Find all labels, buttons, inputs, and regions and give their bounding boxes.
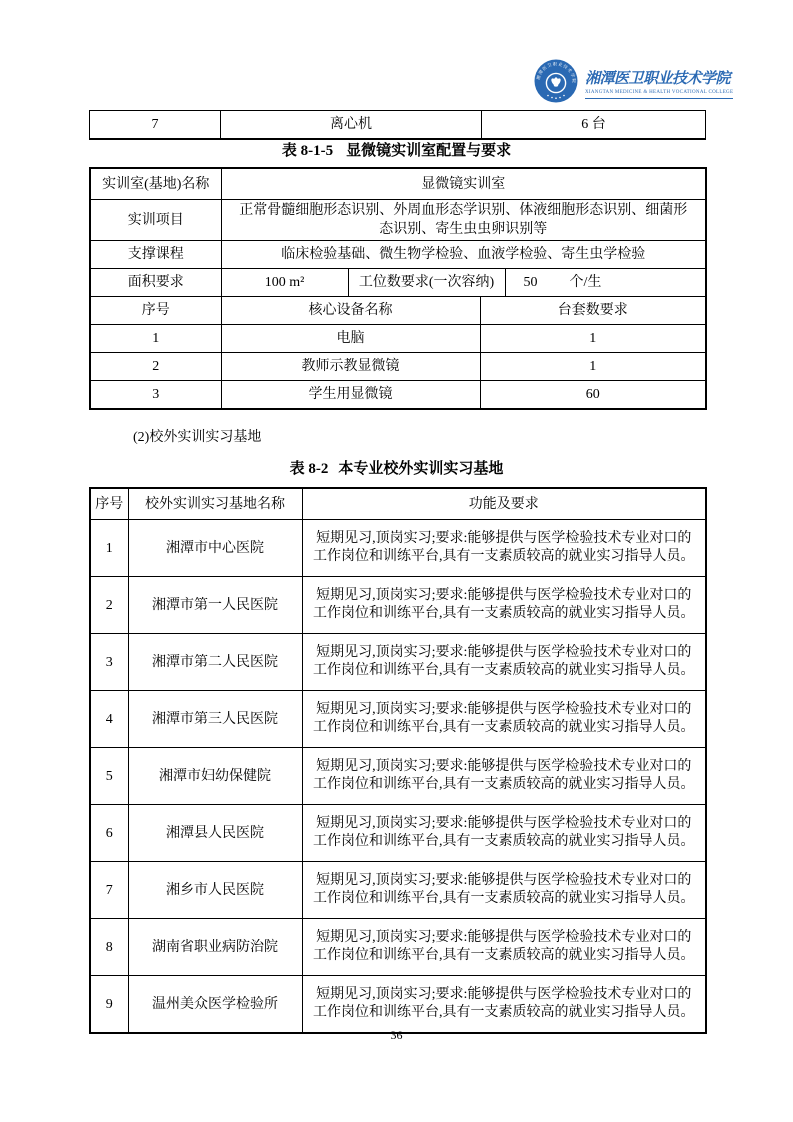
capacity-label-cell: 工位数要求(一次容纳) <box>348 269 505 297</box>
carryover-no-cell: 7 <box>90 111 221 140</box>
course-label-cell: 支撑课程 <box>90 241 221 269</box>
area-label-cell: 面积要求 <box>90 269 221 297</box>
base-desc-cell: 短期见习,顶岗实习;要求:能够提供与医学检验技术专业对口的工作岗位和训练平台,具有一支素质较高的就业实习指导人员。 <box>302 691 706 748</box>
table2-caption-label: 表 8-2 <box>289 461 329 477</box>
school-name-en: XIANGTAN MEDICINE & HEALTH VOCATIONAL COLLEGE <box>585 89 733 99</box>
microscope-lab-table <box>89 167 707 410</box>
eq-no-cell: 3 <box>90 381 221 410</box>
capacity-unit: 个/生 <box>569 275 602 290</box>
base-no-cell: 7 <box>90 862 128 919</box>
base-name-cell: 湘潭县人民医院 <box>128 805 302 862</box>
room-label-cell: 实训室(基地)名称 <box>90 168 221 200</box>
base-row <box>90 805 706 862</box>
base-row <box>90 862 706 919</box>
eq-header-qty: 台套数要求 <box>480 297 706 325</box>
project-value-cell: 正常骨髓细胞形态识别、外周血形态学识别、体液细胞形态识别、细菌形态识别、寄生虫虫卵识别等 <box>221 200 706 241</box>
base-desc-cell: 短期见习,顶岗实习;要求:能够提供与医学检验技术专业对口的工作岗位和训练平台,具有一支素质较高的就业实习指导人员。 <box>302 577 706 634</box>
eq-no-cell: 2 <box>90 353 221 381</box>
base-row <box>90 748 706 805</box>
base-no-cell: 4 <box>90 691 128 748</box>
header-base-name: 校外实训实习基地名称 <box>128 488 302 520</box>
base-name-cell: 湘潭市第三人民医院 <box>128 691 302 748</box>
base-desc-cell: 短期见习,顶岗实习;要求:能够提供与医学检验技术专业对口的工作岗位和训练平台,具有一支素质较高的就业实习指导人员。 <box>302 919 706 976</box>
base-desc-cell: 短期见习,顶岗实习;要求:能够提供与医学检验技术专业对口的工作岗位和训练平台,具有一支素质较高的就业实习指导人员。 <box>302 748 706 805</box>
school-name-zh: 湘潭医卫职业技术学院 <box>585 70 731 87</box>
table-row <box>90 168 706 200</box>
eq-header-name: 核心设备名称 <box>221 297 480 325</box>
table-row <box>90 269 706 297</box>
table2-header-row <box>90 488 706 520</box>
external-bases-table <box>89 487 707 1034</box>
eq-qty-cell: 1 <box>480 353 706 381</box>
table1-caption <box>0 141 793 161</box>
base-name-cell: 湘乡市人民医院 <box>128 862 302 919</box>
base-desc-cell: 短期见习,顶岗实习;要求:能够提供与医学检验技术专业对口的工作岗位和训练平台,具有一支素质较高的就业实习指导人员。 <box>302 805 706 862</box>
area-value-cell: 100 m² <box>221 269 348 297</box>
base-desc-cell: 短期见习,顶岗实习;要求:能够提供与医学检验技术专业对口的工作岗位和训练平台,具有一支素质较高的就业实习指导人员。 <box>302 634 706 691</box>
base-row <box>90 520 706 577</box>
carryover-table <box>89 110 706 140</box>
svg-text:湘潭医卫职业技术学院: 湘潭医卫职业技术学院 <box>535 61 577 84</box>
table1-caption-text: 显微镜实训室配置与要求 <box>346 143 512 159</box>
base-desc-cell: 短期见习,顶岗实习;要求:能够提供与医学检验技术专业对口的工作岗位和训练平台,具有一支素质较高的就业实习指导人员。 <box>302 976 706 1034</box>
base-no-cell: 3 <box>90 634 128 691</box>
capacity-value-cell <box>505 269 706 297</box>
base-name-cell: 温州美众医学检验所 <box>128 976 302 1034</box>
base-name-cell: 湘潭市第二人民医院 <box>128 634 302 691</box>
base-no-cell: 9 <box>90 976 128 1034</box>
eq-name-cell: 电脑 <box>221 325 480 353</box>
table2-caption-text: 本专业校外实训实习基地 <box>338 461 504 477</box>
header-function: 功能及要求 <box>302 488 706 520</box>
table-row <box>90 111 706 140</box>
capacity-value: 50 <box>523 275 538 290</box>
base-row <box>90 577 706 634</box>
base-row <box>90 691 706 748</box>
eq-name-cell: 学生用显微镜 <box>221 381 480 410</box>
equipment-row <box>90 381 706 410</box>
carryover-name-cell: 离心机 <box>221 111 482 140</box>
header-logo <box>533 58 733 109</box>
eq-name-cell: 教师示教显微镜 <box>221 353 480 381</box>
equipment-header-row <box>90 297 706 325</box>
base-no-cell: 6 <box>90 805 128 862</box>
eq-header-no: 序号 <box>90 297 221 325</box>
page-number: 36 <box>390 1028 403 1042</box>
base-row <box>90 919 706 976</box>
base-name-cell: 湖南省职业病防治院 <box>128 919 302 976</box>
header-no: 序号 <box>90 488 128 520</box>
base-no-cell: 8 <box>90 919 128 976</box>
base-no-cell: 2 <box>90 577 128 634</box>
eq-no-cell: 1 <box>90 325 221 353</box>
base-name-cell: 湘潭市第一人民医院 <box>128 577 302 634</box>
base-name-cell: 湘潭市妇幼保健院 <box>128 748 302 805</box>
equipment-row <box>90 353 706 381</box>
project-label-cell: 实训项目 <box>90 200 221 241</box>
school-emblem-icon <box>533 58 579 109</box>
carryover-qty-cell: 6 台 <box>482 111 706 140</box>
equipment-row <box>90 325 706 353</box>
room-value-cell: 显微镜实训室 <box>221 168 706 200</box>
table-row <box>90 200 706 241</box>
base-name-cell: 湘潭市中心医院 <box>128 520 302 577</box>
eq-qty-cell: 60 <box>480 381 706 410</box>
eq-qty-cell: 1 <box>480 325 706 353</box>
course-value-cell: 临床检验基础、微生物学检验、血液学检验、寄生虫学检验 <box>221 241 706 269</box>
base-no-cell: 5 <box>90 748 128 805</box>
table-row <box>90 241 706 269</box>
table1-caption-label: 表 8-1-5 <box>281 143 334 159</box>
base-row <box>90 976 706 1034</box>
base-no-cell: 1 <box>90 520 128 577</box>
table2-caption <box>0 459 793 479</box>
base-desc-cell: 短期见习,顶岗实习;要求:能够提供与医学检验技术专业对口的工作岗位和训练平台,具有一支素质较高的就业实习指导人员。 <box>302 862 706 919</box>
base-row <box>90 634 706 691</box>
section-heading: (2)校外实训实习基地 <box>133 430 262 445</box>
base-desc-cell: 短期见习,顶岗实习;要求:能够提供与医学检验技术专业对口的工作岗位和训练平台,具有一支素质较高的就业实习指导人员。 <box>302 520 706 577</box>
